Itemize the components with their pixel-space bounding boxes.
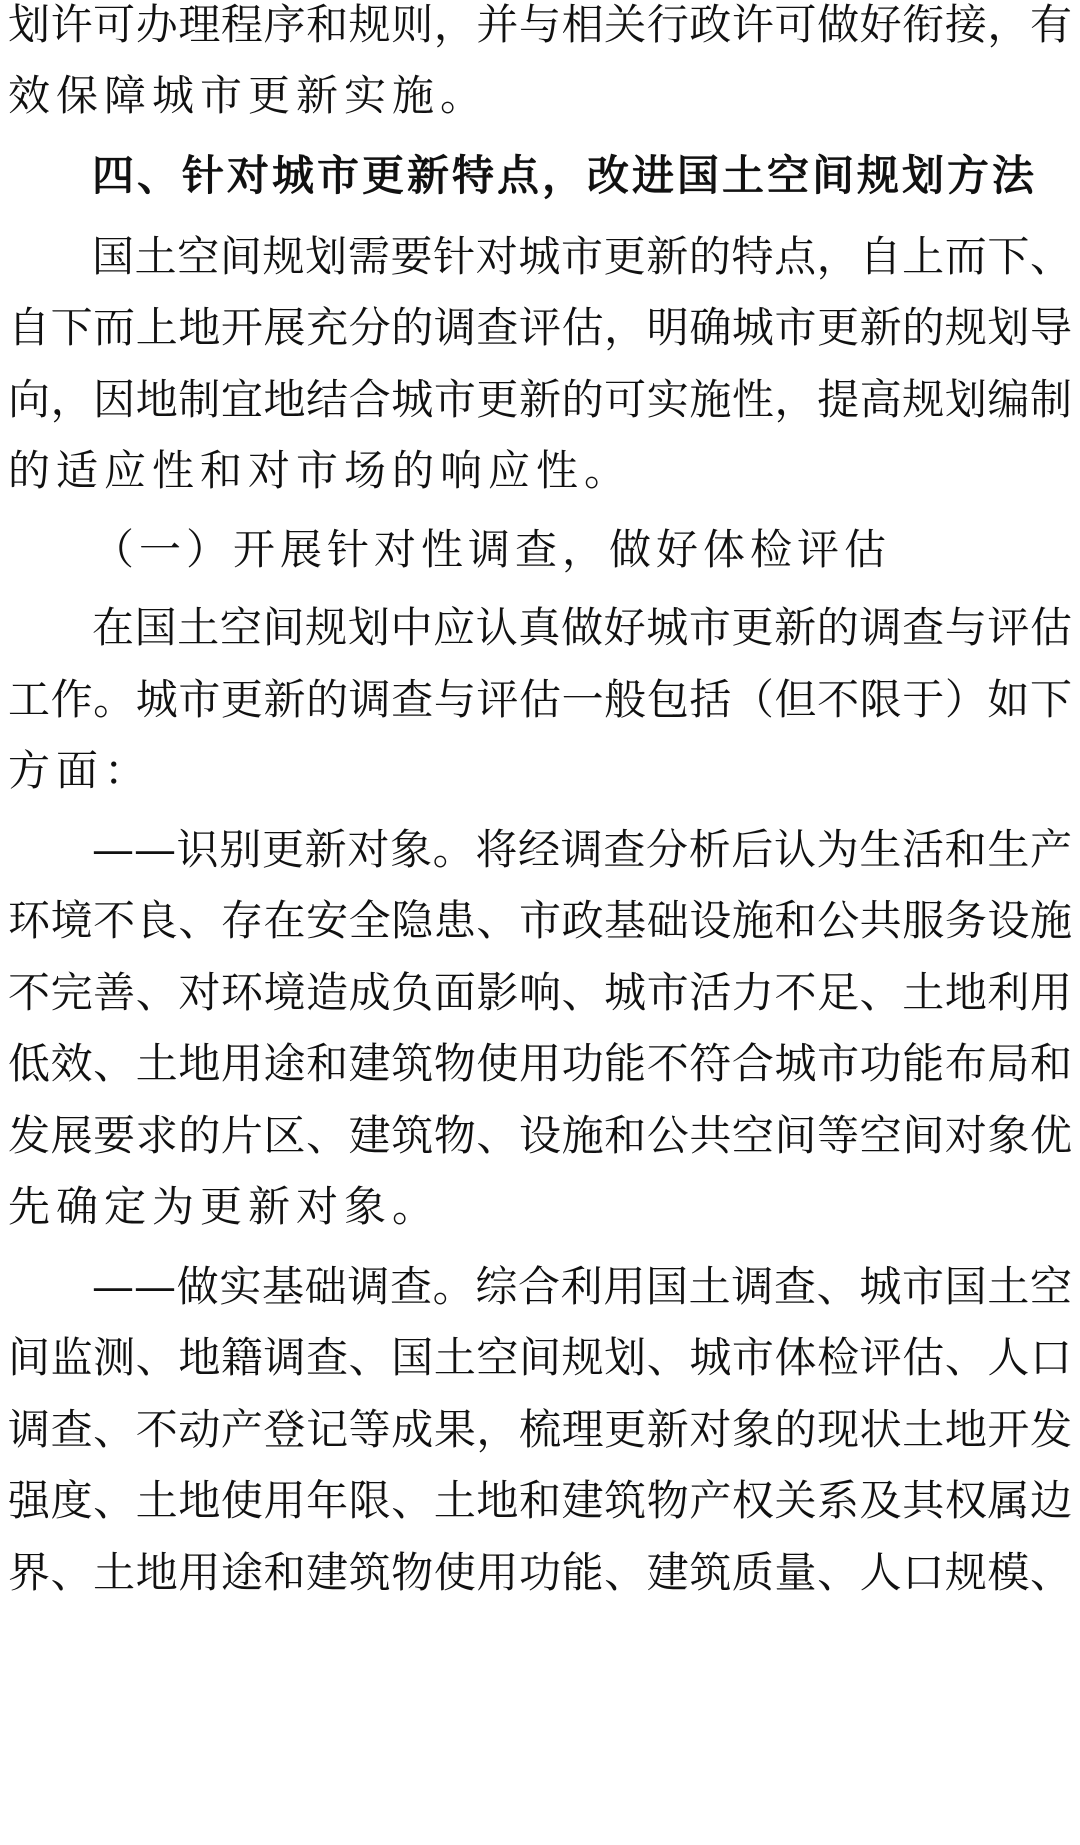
text-line-20: 调查、不动产登记等成果，梳理更新对象的现状土地开发	[8, 1405, 1072, 1454]
text-line-11: 方面：	[8, 746, 153, 795]
text-line-13: 环境不良、存在安全隐患、市政基础设施和公共服务设施	[8, 896, 1072, 945]
text-line-1: 划许可办理程序和规则，并与相关行政许可做好衔接，有	[8, 0, 1072, 49]
text-line-14: 不完善、对环境造成负面影响、城市活力不足、土地利用	[8, 968, 1072, 1017]
text-line-12: ——识别更新对象。将经调查分析后认为生活和生产	[92, 825, 1072, 874]
section-heading: 四、针对城市更新特点，改进国土空间规划方法	[92, 151, 1038, 200]
text-line-18: ——做实基础调查。综合利用国土调查、城市国土空	[92, 1262, 1072, 1311]
text-line-7: 的适应性和对市场的响应性。	[8, 446, 633, 495]
text-line-21: 强度、土地使用年限、土地和建筑物产权关系及其权属边	[8, 1476, 1072, 1525]
text-line-15: 低效、土地用途和建筑物使用功能不符合城市功能布局和	[8, 1039, 1072, 1088]
text-line-19: 间监测、地籍调查、国土空间规划、城市体检评估、人口	[8, 1333, 1072, 1382]
text-line-10: 工作。城市更新的调查与评估一般包括（但不限于）如下	[8, 675, 1072, 724]
subsection-heading: （一）开展针对性调查，做好体检评估	[92, 525, 892, 574]
text-line-6: 向，因地制宜地结合城市更新的可实施性，提高规划编制	[8, 375, 1072, 424]
text-line-9: 在国土空间规划中应认真做好城市更新的调查与评估	[92, 603, 1072, 652]
text-line-2: 效保障城市更新实施。	[8, 71, 489, 120]
text-line-5: 自下而上地开展充分的调查评估，明确城市更新的规划导	[8, 303, 1072, 352]
text-line-22: 界、土地用途和建筑物使用功能、建筑质量、人口规模、	[8, 1548, 1072, 1597]
text-line-17: 先确定为更新对象。	[8, 1182, 441, 1231]
text-line-4: 国土空间规划需要针对城市更新的特点，自上而下、	[92, 232, 1072, 281]
text-line-16: 发展要求的片区、建筑物、设施和公共空间等空间对象优	[8, 1111, 1072, 1160]
